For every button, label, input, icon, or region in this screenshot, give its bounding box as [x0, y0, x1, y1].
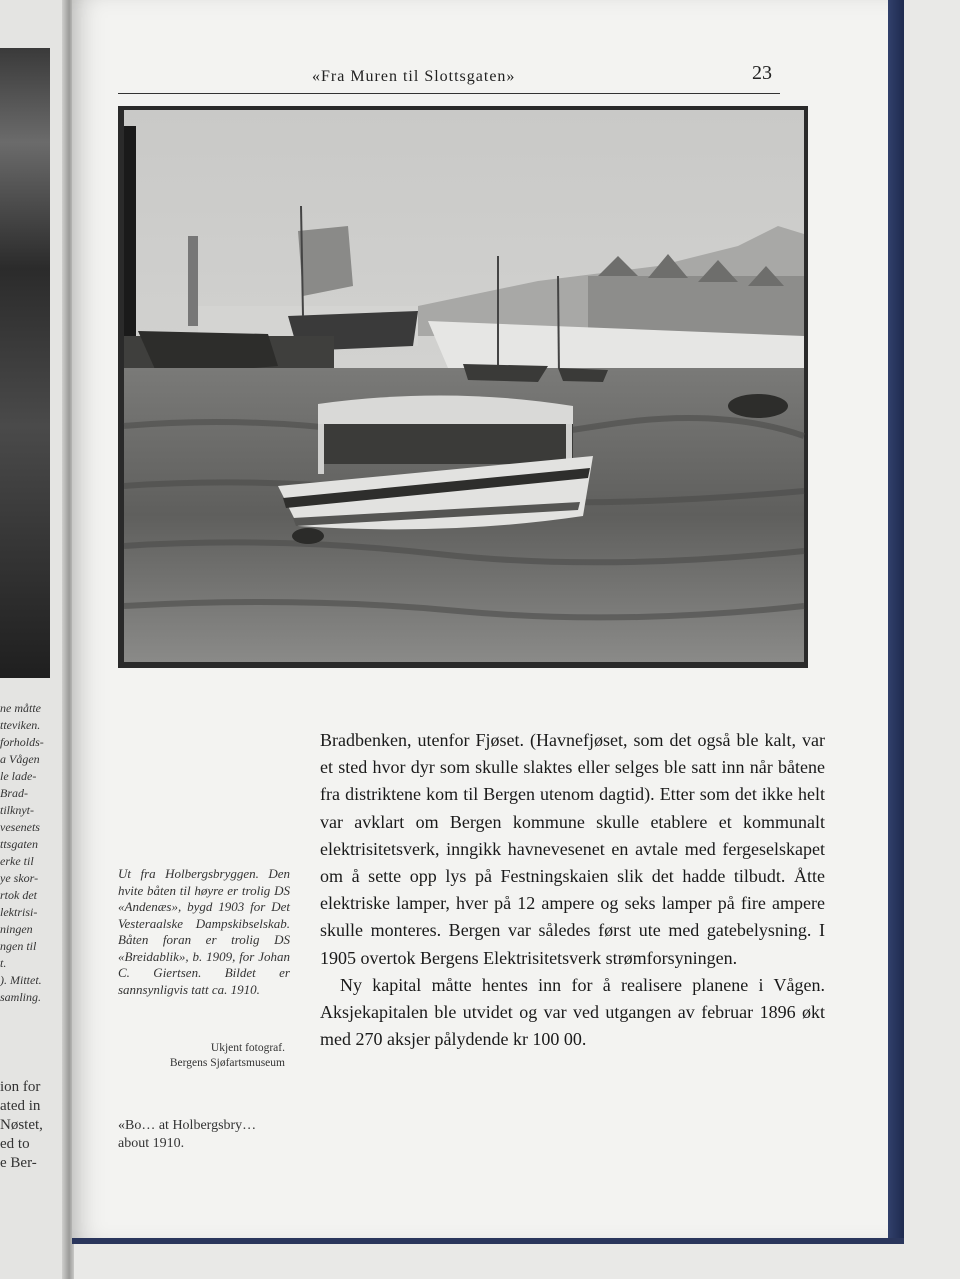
previous-page-caption-fragments: ne måtte tteviken. forholds- a Vågen le lade- Brad- tilknyt- vesenets ttsgaten erke til ye skor- rtok det lektrisi- ningen ngen til t. ). Mittet. samling. — [0, 701, 44, 1004]
header-rule — [118, 93, 780, 94]
previous-page-text-fragments: ion for ated in Nøstet, ed to e Ber- — [0, 1079, 43, 1171]
english-caption: «Bo… at Holbergsbry… about 1910. — [118, 1118, 257, 1151]
body-paragraph: Bradbenken, utenfor Fjøset. (Havnefjøset, som det også ble kalt, var et sted hvor dyr som skulle slaktes eller selges ble satt inn når båtene fra distriktene kom til Bergen utenom dagtid). Etter som det ikke helt var avklart om Bergen kommune skulle etablere et kommunalt elektrisitetsverk, inngikk havnevesenet en avtale med fergeselskapet om å sette opp lys på Festningskaien slik det hadde tilbudt. Åtte elektriske lamper, hver på 12 ampere og seks lamper på fire ampere skulle monteres. Bergen var således først ute med gatebelysning. I 1905 overtok Bergens Elektrisitetsverk strømforsyningen. — [320, 730, 825, 968]
photo-credit-photographer: Ukjent fotograf. — [210, 1042, 285, 1054]
page-number: 23 — [752, 62, 772, 84]
running-head: «Fra Muren til Slottsgaten» — [312, 68, 516, 85]
body-paragraph: Ny kapital måtte hentes inn for å realisere planene i Vågen. Aksjekapitalen ble utvidet og var ved utgangen av februar 1896 økt med 270 aksjer pålydende kr 100 00. — [320, 974, 825, 1050]
book-cover-bottom — [72, 1238, 904, 1244]
previous-page-photo — [0, 48, 50, 678]
harbor-photo — [118, 106, 808, 668]
previous-page — [0, 0, 70, 1279]
book-cover-edge — [888, 0, 904, 1240]
photo-credit-museum: Bergens Sjøfartsmuseum — [169, 1057, 285, 1069]
body-text — [320, 727, 825, 1053]
photo-caption: Ut fra Holbergsbryggen. Den hvite båten til høyre er trolig DS «Andenæs», bygd 1903 for Det Vesteraalske Dampskibselskab. Båten foran er trolig DS «Breidablik», b. 1909, for Johan C. Giertsen. Bildet er sannsynligvis tatt ca. 1910. — [118, 866, 290, 997]
photo-credit — [150, 1041, 285, 1071]
